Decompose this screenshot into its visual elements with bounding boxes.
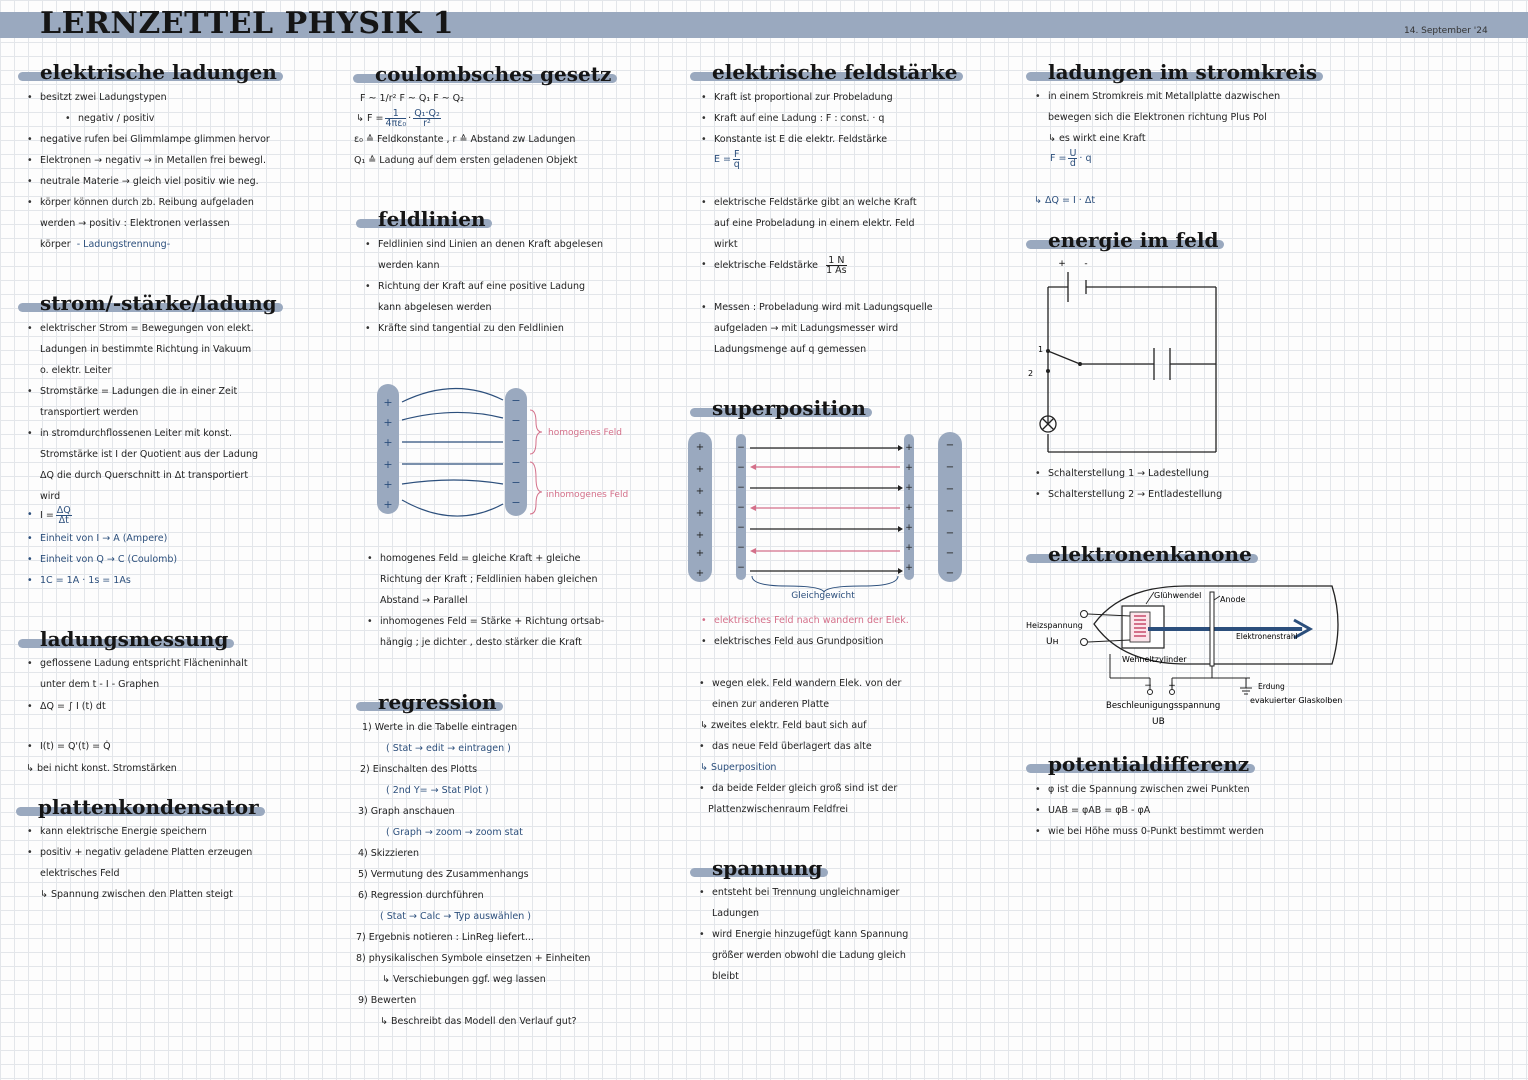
strom-line-5: transportiert werden [40,407,139,418]
plus-sign: + [905,443,913,453]
messung-derivative: • I(t) = Q'(t) = Q̇ [40,740,111,753]
regression-step-7: 7) Ergebnis notieren : LinReg liefert... [356,932,534,943]
messung-integral: • ΔQ = ∫ I (t) dt [40,700,106,713]
page-title: LERNZETTEL PHYSIK 1 [40,6,454,41]
ladungen-line-8-text: körper [40,239,71,250]
minus-sign: − [511,394,521,407]
stromkreis-formula-den: d [1069,158,1076,169]
ladungstrennung-note: - Ladungstrennung- [76,239,171,250]
minus-sign: − [511,496,521,509]
strom-formula [40,506,74,525]
spannung-line-5: bleibt [712,971,739,982]
heading-ladungsmessung: ladungsmessung [40,627,229,651]
plus-sign: + [905,503,913,513]
spannung-line-4: größer werden obwohl die Ladung gleich [712,950,906,961]
heading-feldstaerke: elektrische feldstärke [712,60,958,84]
superposition-line-6: • da beide Felder gleich groß sind ist der [712,782,897,795]
regression-step-2-detail: ( 2nd Y= → Stat Plot ) [386,785,489,796]
heading-coulomb: coulombsches gesetz [375,62,612,86]
ladungen-line-5: • neutrale Materie → gleich viel positiv wie neg. [40,175,259,188]
feldstaerke-formula [714,150,742,169]
superposition-line-2: einen zur anderen Platte [712,699,830,710]
plus-sign: + [695,530,705,541]
regression-step-9: 9) Bewerten [358,995,417,1006]
heading-kanone: elektronenkanone [1048,542,1252,566]
ladungen-line-6: • körper können durch zb. Reibung aufgeladen [40,196,254,209]
energie-line-1: • Schalterstellung 1 → Ladestellung [1048,467,1209,480]
heading-energie: energie im feld [1048,228,1219,252]
spannung-line-1: • entsteht bei Trennung ungleichnamiger [712,886,899,899]
label-elektronenstrahl: Elektronenstrahl [1236,632,1298,641]
strom-line-2: Ladungen in bestimmte Richtung in Vakuum [40,344,252,355]
plus-sign: + [695,486,705,497]
superposition-line-3: ↳ zweites elektr. Feld baut sich auf [700,720,867,731]
label-kolben: evakuierter Glaskolben [1250,696,1343,705]
label-anode: Anode [1220,595,1246,604]
feldlinien-line-2: werden kann [378,260,440,271]
inhomogen-brace [530,462,542,514]
feldstaerke-formula-den: q [733,159,740,170]
stromkreis-formula [1050,149,1092,168]
minus-sign: − [945,528,955,539]
potential-line-1: • φ ist die Spannung zwischen zwei Punkten [1048,783,1250,796]
ladungen-line-4: • Elektronen → negativ → in Metallen frei bewegl. [40,154,266,167]
kondensator-line-4: ↳ Spannung zwischen den Platten steigt [40,889,233,900]
feldlinien-text-4: • inhomogenes Feld = Stärke + Richtung ortsab- [380,615,604,628]
anode-plate [1210,592,1214,666]
strom-formula-den: Δt [58,515,69,526]
outer-plus-plate [688,432,712,582]
messung-line-2: unter dem t - I - Graphen [40,679,160,690]
energie-line-2: • Schalterstellung 2 → Entladestellung [1048,488,1222,501]
feldstaerke-line-3: • Konstante ist E die elektr. Feldstärke [714,133,887,146]
plus-sign: + [695,508,705,519]
superposition-line-7: Plattenzwischenraum Feldfrei [708,804,848,815]
feldstaerke-line-1: • Kraft ist proportional zur Probeladung [714,91,893,104]
heading-potential: potentialdifferenz [1048,752,1250,776]
strom-line-4: • Stromstärke = Ladungen die in einer Zeit [40,385,237,398]
messung-note: ↳ bei nicht konst. Stromstärken [26,763,177,774]
minus-sign: − [737,503,745,513]
ladungen-line-7: werden → positiv : Elektronen verlassen [40,218,230,229]
feldlinien-diagram [370,380,650,520]
regression-step-4: 4) Skizzieren [358,848,419,859]
ladungen-line-1: • besitzt zwei Ladungstypen [40,91,167,104]
gleichgewicht-label: Gleichgewicht [791,591,855,601]
strom-formula-num: ΔQ [56,505,71,516]
minus-sign: − [737,543,745,553]
page-date: 14. September '24 [1404,26,1488,36]
field-line [402,480,503,484]
minus-sign: − [511,456,521,469]
label-wehnelt: Wehneltzylinder [1122,655,1187,664]
regression-step-1: 1) Werte in die Tabelle eintragen [362,722,518,733]
stromkreis-line-3: ↳ es wirkt eine Kraft [1048,133,1146,144]
minus-sign: − [945,568,955,579]
label-gluehwendel: Glühwendel [1154,591,1202,600]
potential-line-2: • UAB = φAB = φB - φA [1048,804,1150,817]
strom-line-3: o. elektr. Leiter [40,365,112,376]
potential-line-3: • wie bei Höhe muss 0-Punkt bestimmt werden [1048,825,1264,838]
label-beschleunigung: Beschleunigungsspannung [1106,701,1221,711]
feldstaerke-unit-den: 1 As [826,265,847,276]
ladungen-line-2: • negativ / positiv [78,112,154,125]
feldstaerke-line-6: auf eine Probeladung in einem elektr. Feld [714,218,915,229]
plus-sign: + [905,543,913,553]
coulomb-dot: · [408,113,412,124]
minus-sign: − [511,476,521,489]
stromkreis-formula-rhs: · q [1079,153,1092,164]
strom-unit-3: • 1C = 1A · 1s = 1As [40,574,131,587]
messung-line-1: • geflossene Ladung entspricht Flächeninhalt [40,657,248,670]
plus-sign: + [383,458,393,471]
stromkreis-line-4: ↳ ΔQ = I · Δt [1034,195,1096,206]
battery-plus-label: + [1058,259,1066,269]
strom-line-1: • elektrischer Strom = Bewegungen von elekt. [40,322,254,335]
heading-spannung: spannung [712,856,823,880]
superposition-line-4: • das neue Feld überlagert das alte [712,740,872,753]
gleichgewicht-brace [752,576,898,592]
switch-contact-2 [1046,369,1050,373]
minus-sign: − [511,414,521,427]
regression-step-2: 2) Einschalten des Plotts [360,764,478,775]
heading-elektrische-ladungen: elektrische ladungen [40,60,277,84]
plus-sign: + [905,483,913,493]
switch-lever [1048,351,1080,364]
coulomb-formula [356,109,443,128]
homogen-brace [530,410,542,454]
heading-regression: regression [378,690,497,714]
feldstaerke-line-2: • Kraft auf eine Ladung : F : const. · q [714,112,884,125]
superposition-diagram [686,428,966,604]
feldstaerke-unit [714,256,849,275]
plus-sign: + [695,568,705,579]
regression-step-1-detail: ( Stat → edit → eintragen ) [386,743,511,754]
minus-sign: − [737,443,745,453]
ladungen-line-3: • negative rufen bei Glimmlampe glimmen hervor [40,133,270,146]
kondensator-line-3: elektrisches Feld [40,868,120,879]
label-plus: + [1168,681,1176,691]
heiz-terminal [1081,639,1088,646]
spannung-line-2: Ladungen [712,908,760,919]
coulomb-den-1: 4πε₀ [385,118,407,129]
coulomb-num-2: Q₁·Q₂ [414,108,440,119]
feldstaerke-unit-label: elektrische Feldstärke [714,260,819,271]
plus-sign: + [383,478,393,491]
switch-label-1: 1 [1038,345,1044,354]
superposition-legend-black: • elektrisches Feld aus Grundposition [714,635,883,648]
feldstaerke-line-11: Ladungsmenge auf q gemessen [714,344,867,355]
label-homogen: homogenes Feld [548,428,622,438]
label-inhomogen: inhomogenes Feld [546,490,629,500]
feldlinien-text-5: hängig ; je dichter , desto stärker die Kraft [380,637,582,648]
coulomb-num-1: 1 [385,109,406,119]
regression-step-6-detail: ( Stat → Calc → Typ auswählen ) [380,911,531,922]
label-ub: UB [1152,717,1165,727]
coulomb-den-2: r² [423,118,431,129]
strom-unit-1: • Einheit von I → A (Ampere) [40,532,167,545]
plus-sign: + [383,396,393,409]
plus-sign: + [695,548,705,559]
strom-line-7: Stromstärke ist I der Quotient aus der Ladung [40,449,259,460]
regression-step-5: 5) Vermutung des Zusammenhangs [358,869,529,880]
kondensator-line-2: • positiv + negativ geladene Platten erzeugen [40,846,252,859]
coulomb-line-4: Q₁ ≙ Ladung auf dem ersten geladenen Objekt [354,155,578,166]
superposition-line-5: ↳ Superposition [700,762,777,773]
kondensator-line-1: • kann elektrische Energie speichern [40,825,207,838]
feldlinien-line-5: • Kräfte sind tangential zu den Feldlinien [378,322,564,335]
feldstaerke-line-5: • elektrische Feldstärke gibt an welche Kraft [714,196,917,209]
stromkreis-formula-num: U [1069,148,1077,159]
label-erdung: Erdung [1258,682,1285,691]
spannung-line-3: • wird Energie hinzugefügt kann Spannung [712,928,908,941]
strom-unit-2: • Einheit von Q → C (Coulomb) [40,553,177,566]
minus-sign: − [737,483,745,493]
minus-sign: − [945,506,955,517]
feldlinien-text-2: Richtung der Kraft ; Feldlinien haben gleichen [380,574,598,585]
heading-stromkreis: ladungen im stromkreis [1048,60,1318,84]
label-minus: − [1144,681,1152,691]
plus-sign: + [905,523,913,533]
circuit-diagram [1020,256,1230,460]
switch-label-2: 2 [1028,369,1034,378]
plus-sign: + [383,436,393,449]
feldstaerke-formula-num: F [733,149,740,160]
feldstaerke-formula-lhs: E = [714,154,731,165]
regression-step-8: 8) physikalischen Symbole einsetzen + Einheiten [356,953,591,964]
plus-sign: + [905,563,913,573]
feldlinien-line-3: • Richtung der Kraft auf eine positive Ladung [378,280,585,293]
regression-step-3: 3) Graph anschauen [358,806,455,817]
heading-superposition: superposition [712,396,866,420]
regression-step-9-detail: ↳ Beschreibt das Modell den Verlauf gut? [380,1016,577,1027]
feldlinien-line-4: kann abgelesen werden [378,302,492,313]
regression-step-6: 6) Regression durchführen [358,890,484,901]
plus-sign: + [695,464,705,475]
stromkreis-line-1: • in einem Stromkreis mit Metallplatte dazwischen [1048,90,1280,103]
plus-sign: + [695,442,705,453]
stromkreis-line-2: bewegen sich die Elektronen richtung Plus Pol [1048,112,1267,123]
strom-line-6: • in stromdurchflossenen Leiter mit konst. [40,427,232,440]
superposition-legend-pink: • elektrisches Feld nach wandern der Elek. [714,614,909,627]
switch-pivot [1078,362,1082,366]
feldstaerke-line-7: wirkt [714,239,738,250]
field-line [402,388,503,402]
feldstaerke-unit-num: 1 N [826,256,847,266]
strom-formula-lhs: I = [40,510,54,521]
elektronenkanone-diagram [1026,584,1370,734]
regression-step-8-detail: ↳ Verschiebungen ggf. weg lassen [382,974,546,985]
coulomb-line-1: F ~ 1/r² F ~ Q₁ F ~ Q₂ [360,93,464,104]
minus-sign: − [945,548,955,559]
plus-sign: + [383,498,393,511]
minus-sign: − [945,440,955,451]
minus-sign: − [945,484,955,495]
plus-sign: + [905,463,913,473]
field-line [402,412,503,420]
stromkreis-formula-lhs: F = [1050,153,1067,164]
minus-sign: − [511,434,521,447]
minus-sign: − [737,523,745,533]
strom-line-8: ΔQ die durch Querschnitt in Δt transportiert [40,470,249,481]
minus-sign: − [945,462,955,473]
superposition-line-1: • wegen elek. Feld wandern Elek. von der [712,677,901,690]
coulomb-line-3: ε₀ ≙ Feldkonstante , r ≙ Abstand zw Ladungen [354,134,576,145]
switch-contact-1 [1046,349,1050,353]
field-line [402,500,503,516]
plus-sign: + [383,416,393,429]
feldstaerke-line-9: • Messen : Probeladung wird mit Ladungsquelle [714,301,933,314]
ladungen-line-8 [40,238,170,251]
feldlinien-text-3: Abstand → Parallel [380,595,468,606]
battery-minus-label: - [1084,259,1088,269]
heiz-terminal [1081,611,1088,618]
heading-feldlinien: feldlinien [378,207,486,231]
heading-plattenkondensator: plattenkondensator [38,795,259,819]
label-heizspannung: Heizspannung [1026,621,1083,630]
feldlinien-text-1: • homogenes Feld = gleiche Kraft + gleiche [380,552,580,565]
label-uh: Uн [1046,637,1059,647]
heading-strom: strom/-stärke/ladung [40,291,277,315]
strom-line-9: wird [40,491,61,502]
regression-step-3-detail: ( Graph → zoom → zoom stat [386,827,523,838]
feldlinien-line-1: • Feldlinien sind Linien an denen Kraft abgelesen [378,238,603,251]
coulomb-formula-lhs: ↳ F = [356,113,384,124]
minus-sign: − [737,463,745,473]
minus-sign: − [737,563,745,573]
feldstaerke-line-10: aufgeladen → mit Ladungsmesser wird [714,323,899,334]
